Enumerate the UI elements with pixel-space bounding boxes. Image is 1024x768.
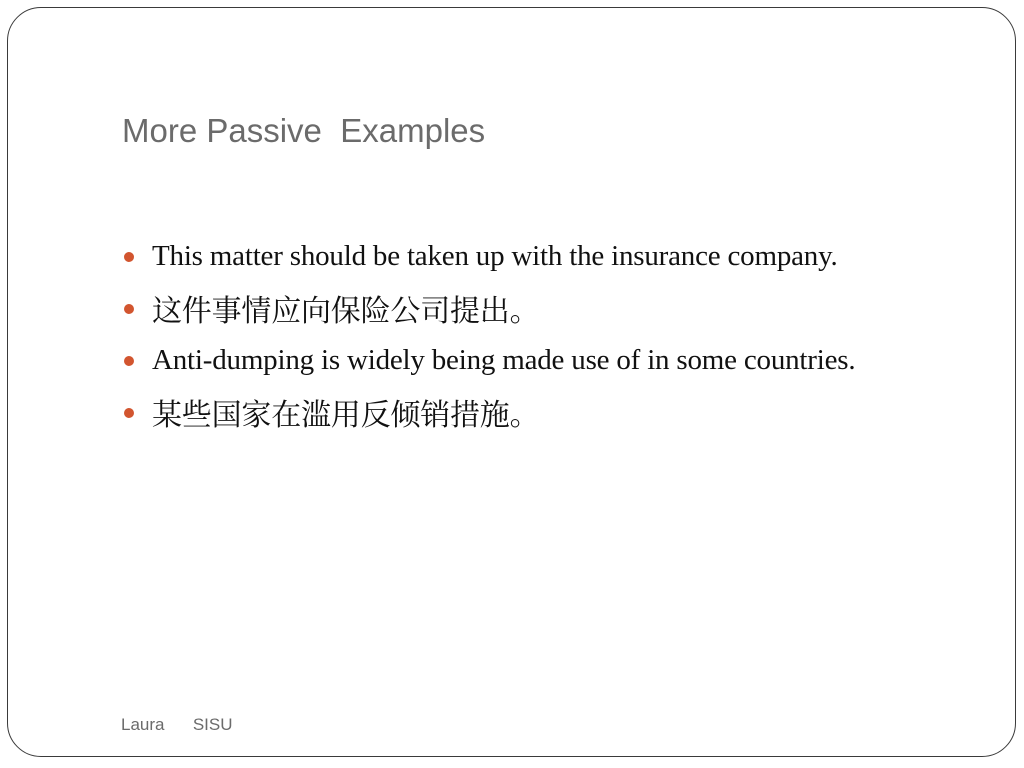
bullet-text: Anti-dumping is widely being made use of in some countries. [152,343,856,376]
slide-title: More Passive Examples [122,112,486,149]
bullet-list [122,230,1002,438]
bullet-dot-icon [124,408,134,418]
bullet-item [122,386,1002,438]
bullet-text: 某些国家在滥用反倾销措施。 [152,399,540,432]
bullet-text: 这件事情应向保险公司提出。 [152,295,540,328]
bullet-dot-icon [124,304,134,314]
bullet-text: This matter should be taken up with the insurance company. [152,239,838,272]
bullet-item [122,230,1002,282]
bullet-item [122,334,1002,386]
slide-frame [7,7,1016,757]
slide-footer: Laura SISU [121,715,233,734]
bullet-item [122,282,1002,334]
bullet-dot-icon [124,252,134,262]
bullet-dot-icon [124,356,134,366]
